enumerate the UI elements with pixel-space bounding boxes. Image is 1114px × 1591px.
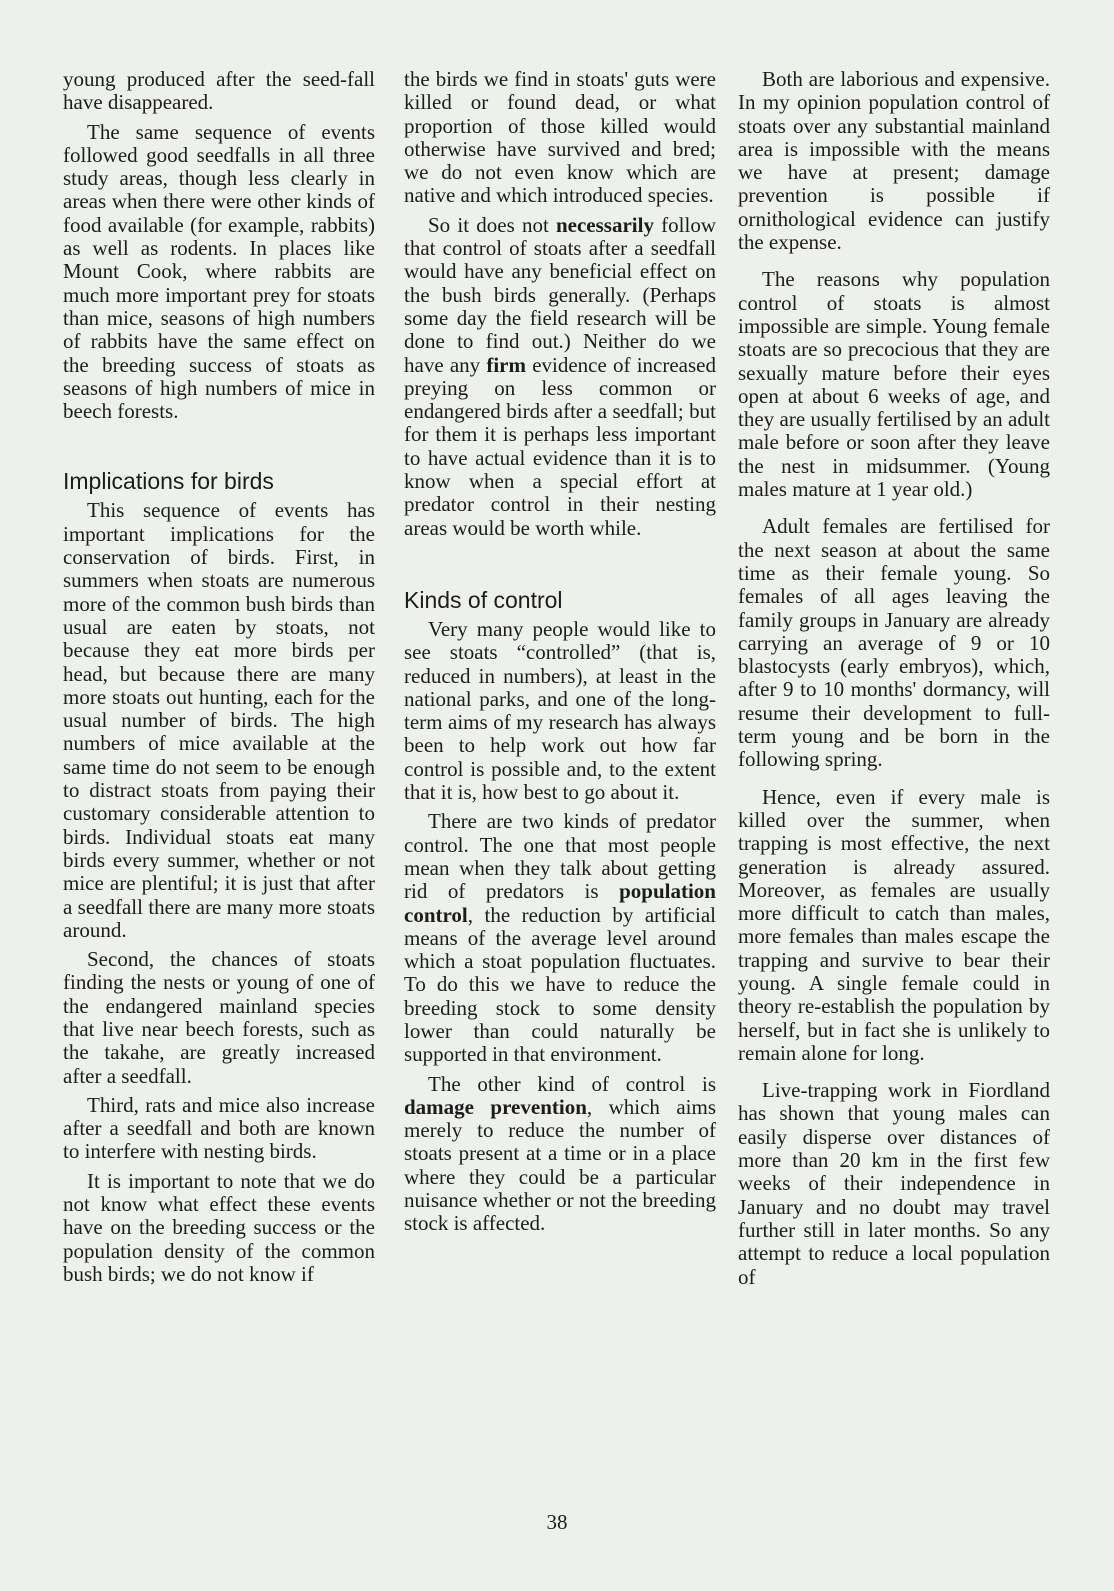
section-heading-kinds-of-control: Kinds of control	[404, 586, 563, 613]
column-3	[738, 68, 1050, 1295]
text-run: So it does not	[428, 212, 556, 237]
paragraph: Live-trapping work in Fiordland has shown that young males can easily disperse over distances of more than 20 km in the first few weeks of their independence in January and no doubt may travel further still in later months. So any attempt to reduce a local population of	[738, 1078, 1050, 1289]
text-run: evidence of increased preying on less common or endangered birds after a seedfall; but for them it is perhaps less important to have actual evidence than it is to know when a special effort at predator control in their nesting areas would be worth while.	[404, 352, 716, 540]
section-heading-implications: Implications for birds	[63, 468, 274, 495]
paragraph: It is important to note that we do not know what effect these events have on the breeding success or the population density of the common bush birds; we do not know if	[63, 1168, 375, 1286]
paragraph: This sequence of events has important implications for the conservation of birds. First, in summers when stoats are numerous more of the common bush birds than usual are eaten by stoats, not because they eat more birds per head, but because there are many more stoats out hunting, each for the usual number of birds. The high numbers of mice available at the same time do not seem to be enough to distract stoats from paying their customary considerable attention to birds. Individual stoats eat many birds every summer, whether or not mice are plentiful; it is just that after a seedfall there are many more stoats around.	[63, 498, 375, 942]
paragraph: Second, the chances of stoats finding the nests or young of one of the endangered mainland species that live near beech forests, such as the takahe, are greatly increased after a seedfall.	[63, 947, 375, 1088]
paragraph: Third, rats and mice also increase after a seedfall and both are known to interfere with nesting birds.	[63, 1092, 375, 1164]
text-run: , which aims merely to reduce the number of stoats present at a time or in a place where they could be a particular nuisance whether or not the breeding stock is affected.	[404, 1094, 716, 1236]
paragraph: Hence, even if every male is killed over the summer, when trapping is most effective, the next generation is already assured. Moreover, as females are usually more difficult to catch than males, more females than males escape the trapping and survive to bear their young. A single female could in theory re-establish the population by herself, but in fact she is unlikely to remain alone for long.	[738, 784, 1050, 1065]
text-run: follow that control of stoats after a seedfall would have any beneficial effect on the bush birds generally. (Perhaps some day the field research will be done to find out.) Neither do we have any	[404, 212, 716, 377]
text-run: , the reduction by artificial means of the average level around which a stoat population fluctuates. To do this we have to reduce the breeding stock to some density lower than could naturally be supported in that environment.	[404, 902, 716, 1067]
emphasis-firm: firm	[486, 352, 527, 377]
paragraph: The same sequence of events followed good seedfalls in all three study areas, though less clearly in areas when there were other kinds of food available (for example, rabbits) as well as rodents. In places like Mount Cook, where rabbits are much more important prey for stoats than mice, seasons of high numbers of rabbits have the same effect on the breeding success of stoats as seasons of high numbers of mice in beech forests.	[63, 119, 375, 424]
column-1	[63, 68, 375, 1292]
paragraph	[404, 214, 716, 540]
paragraph: Adult females are fertilised for the next season at about the same time as their female young. So females of all ages leaving the family groups in January are already carrying an average of 9 or 10 blastocysts (early embryos), which, after 9 to 10 months' dormancy, will resume their development to full-term young and be born in the following spring.	[738, 514, 1050, 772]
paragraph: Very many people would like to see stoats “controlled” (that is, reduced in numbers), at least in the national parks, and one of the long-term aims of my research has always been to help work out how far control is possible and, to the extent that it is, how best to go about it.	[404, 616, 716, 805]
text-run: There are two kinds of predator control. The one that most people mean when they talk about getting rid of predators is	[404, 809, 716, 904]
term-population-control: population control	[404, 879, 716, 927]
paragraph: young produced after the seed-fall have disappeared.	[63, 67, 375, 115]
paragraph	[404, 1073, 716, 1236]
paragraph: the birds we find in stoats' guts were killed or found dead, or what proportion of those killed would otherwise have survived and bred; we do not even know which are native and which introduced species.	[404, 67, 716, 208]
page-number: 38	[546, 1510, 568, 1534]
text-run: The other kind of control is	[428, 1071, 716, 1096]
column-2	[404, 68, 716, 1242]
term-damage-prevention: damage prevention	[404, 1094, 587, 1119]
paragraph: Both are laborious and expensive. In my opinion population control of stoats over any substantial mainland area is impossible with the means we have at present; damage prevention is possible if ornithological evidence can justify the expense.	[738, 67, 1050, 255]
paragraph: The reasons why population control of stoats is almost impossible are simple. Young female stoats are so precocious that they are sexually mature before their eyes open at about 6 weeks of age, and they are usually fertilised by an adult male before or soon after they leave the nest in midsummer. (Young males mature at 1 year old.)	[738, 267, 1050, 502]
emphasis-necessarily: necessarily	[555, 212, 654, 237]
paragraph	[404, 810, 716, 1066]
